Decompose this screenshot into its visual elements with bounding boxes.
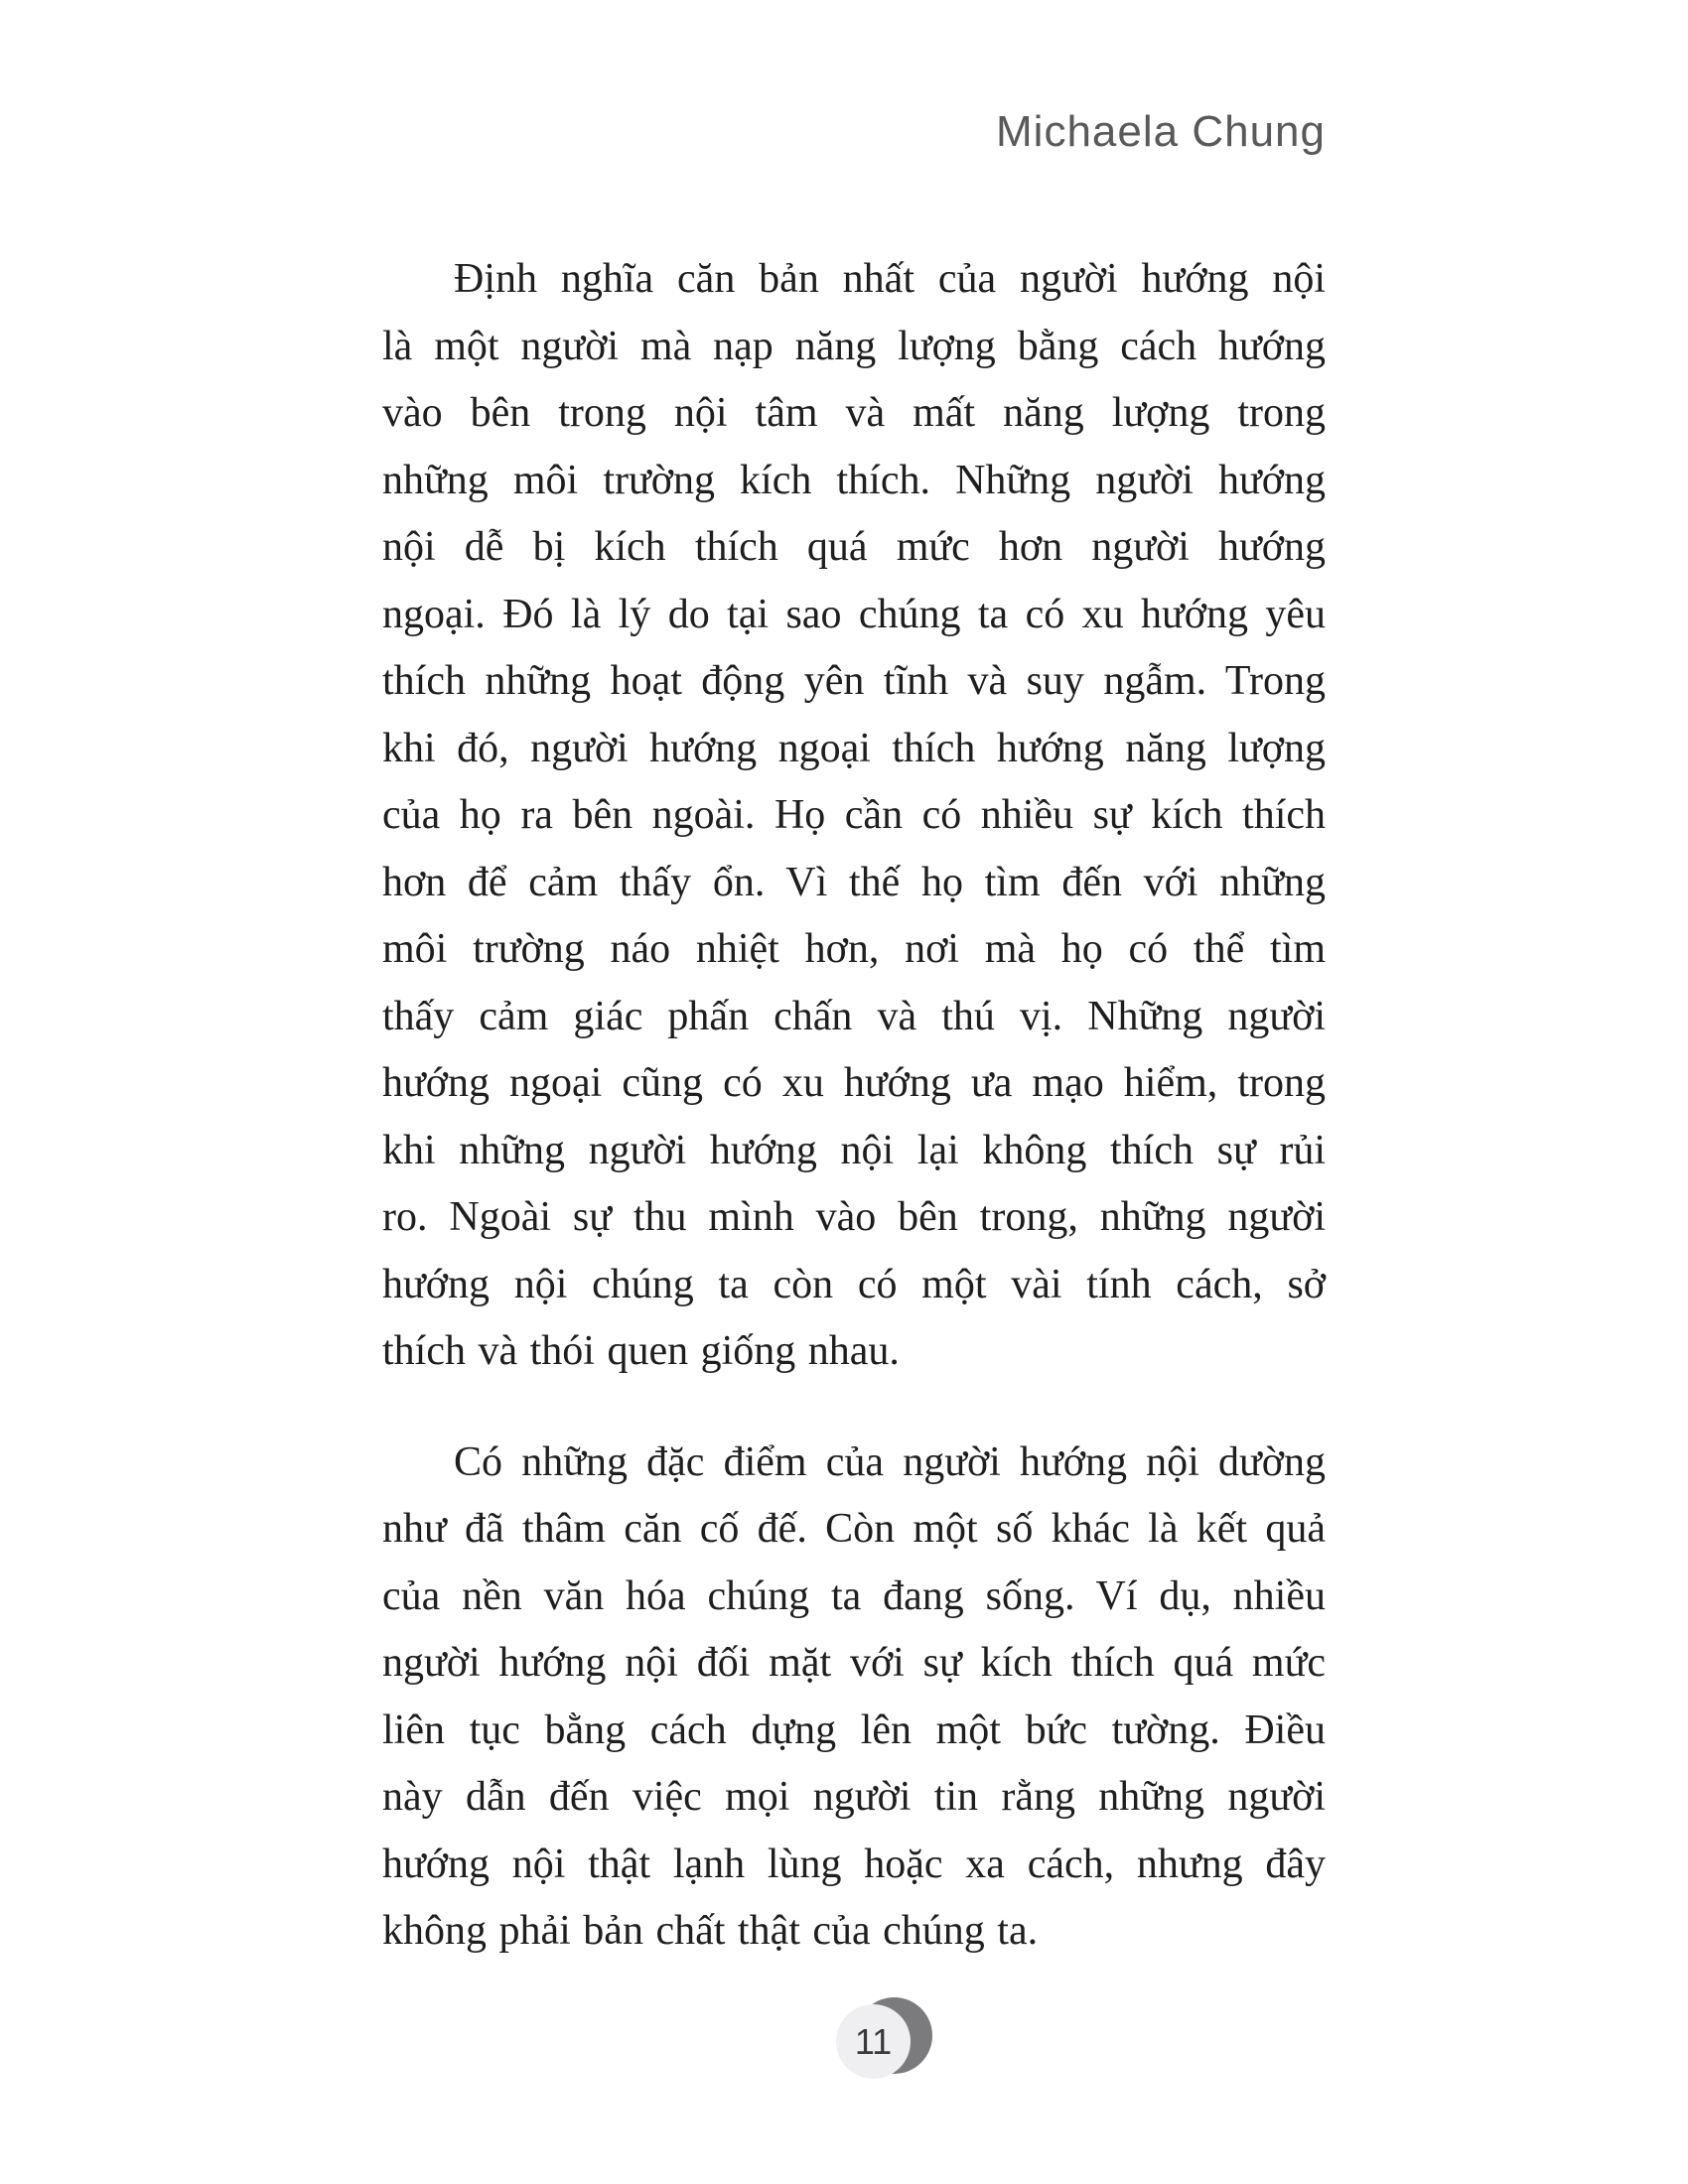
text-line: người hướng nội đối mặt với sự kích thích quá mức: [382, 1640, 1326, 1686]
running-header-author: Michaela Chung: [996, 107, 1326, 156]
page-number-circle: [836, 2004, 911, 2079]
text-line: Định nghĩa căn bản nhất của người hướng nội: [454, 256, 1326, 302]
text-line: này dẫn đến việc mọi người tin rằng những người: [382, 1774, 1326, 1820]
paragraph-2: [382, 1430, 1326, 1966]
page-number: 11: [854, 2020, 893, 2062]
text-line: như đã thâm căn cố đế. Còn một số khác là kết quả: [382, 1506, 1326, 1552]
text-line: Có những đặc điểm của người hướng nội dường: [454, 1438, 1326, 1485]
paragraph-1: [382, 246, 1326, 1386]
text-line: môi trường náo nhiệt hơn, nơi mà họ có thể tìm: [382, 926, 1326, 972]
text-line: liên tục bằng cách dựng lên một bức tường. Điều: [382, 1706, 1326, 1753]
page-number-badge: [836, 1997, 935, 2081]
text-line: hơn để cảm thấy ổn. Vì thế họ tìm đến với những: [382, 859, 1326, 905]
text-line: thích và thói quen giống nhau.: [382, 1328, 900, 1374]
text-line: không phải bản chất thật của chúng ta.: [382, 1908, 1039, 1954]
text-line: thích những hoạt động yên tĩnh và suy ngẫm. Trong: [382, 658, 1326, 704]
text-line: khi đó, người hướng ngoại thích hướng năng lượng: [382, 725, 1326, 771]
text-line: ngoại. Đó là lý do tại sao chúng ta có xu hướng yêu: [382, 591, 1326, 637]
text-line: khi những người hướng nội lại không thích sự rủi: [382, 1127, 1326, 1173]
text-line: của nền văn hóa chúng ta đang sống. Ví dụ, nhiều: [382, 1572, 1326, 1619]
text-line: hướng nội thật lạnh lùng hoặc xa cách, nhưng đây: [382, 1841, 1326, 1887]
text-line: hướng nội chúng ta còn có một vài tính cách, sở: [382, 1261, 1326, 1307]
text-line: những môi trường kích thích. Những người hướng: [382, 457, 1326, 503]
text-line: ro. Ngoài sự thu mình vào bên trong, những người: [382, 1194, 1326, 1240]
text-line: nội dễ bị kích thích quá mức hơn người hướng: [382, 524, 1326, 570]
text-line: của họ ra bên ngoài. Họ cần có nhiều sự kích thích: [382, 792, 1326, 838]
text-line: vào bên trong nội tâm và mất năng lượng trong: [382, 390, 1326, 436]
body-text: [382, 246, 1326, 1966]
text-line: hướng ngoại cũng có xu hướng ưa mạo hiểm, trong: [382, 1060, 1326, 1106]
text-line: là một người mà nạp năng lượng bằng cách hướng: [382, 323, 1326, 369]
text-line: thấy cảm giác phấn chấn và thú vị. Những người: [382, 993, 1326, 1039]
